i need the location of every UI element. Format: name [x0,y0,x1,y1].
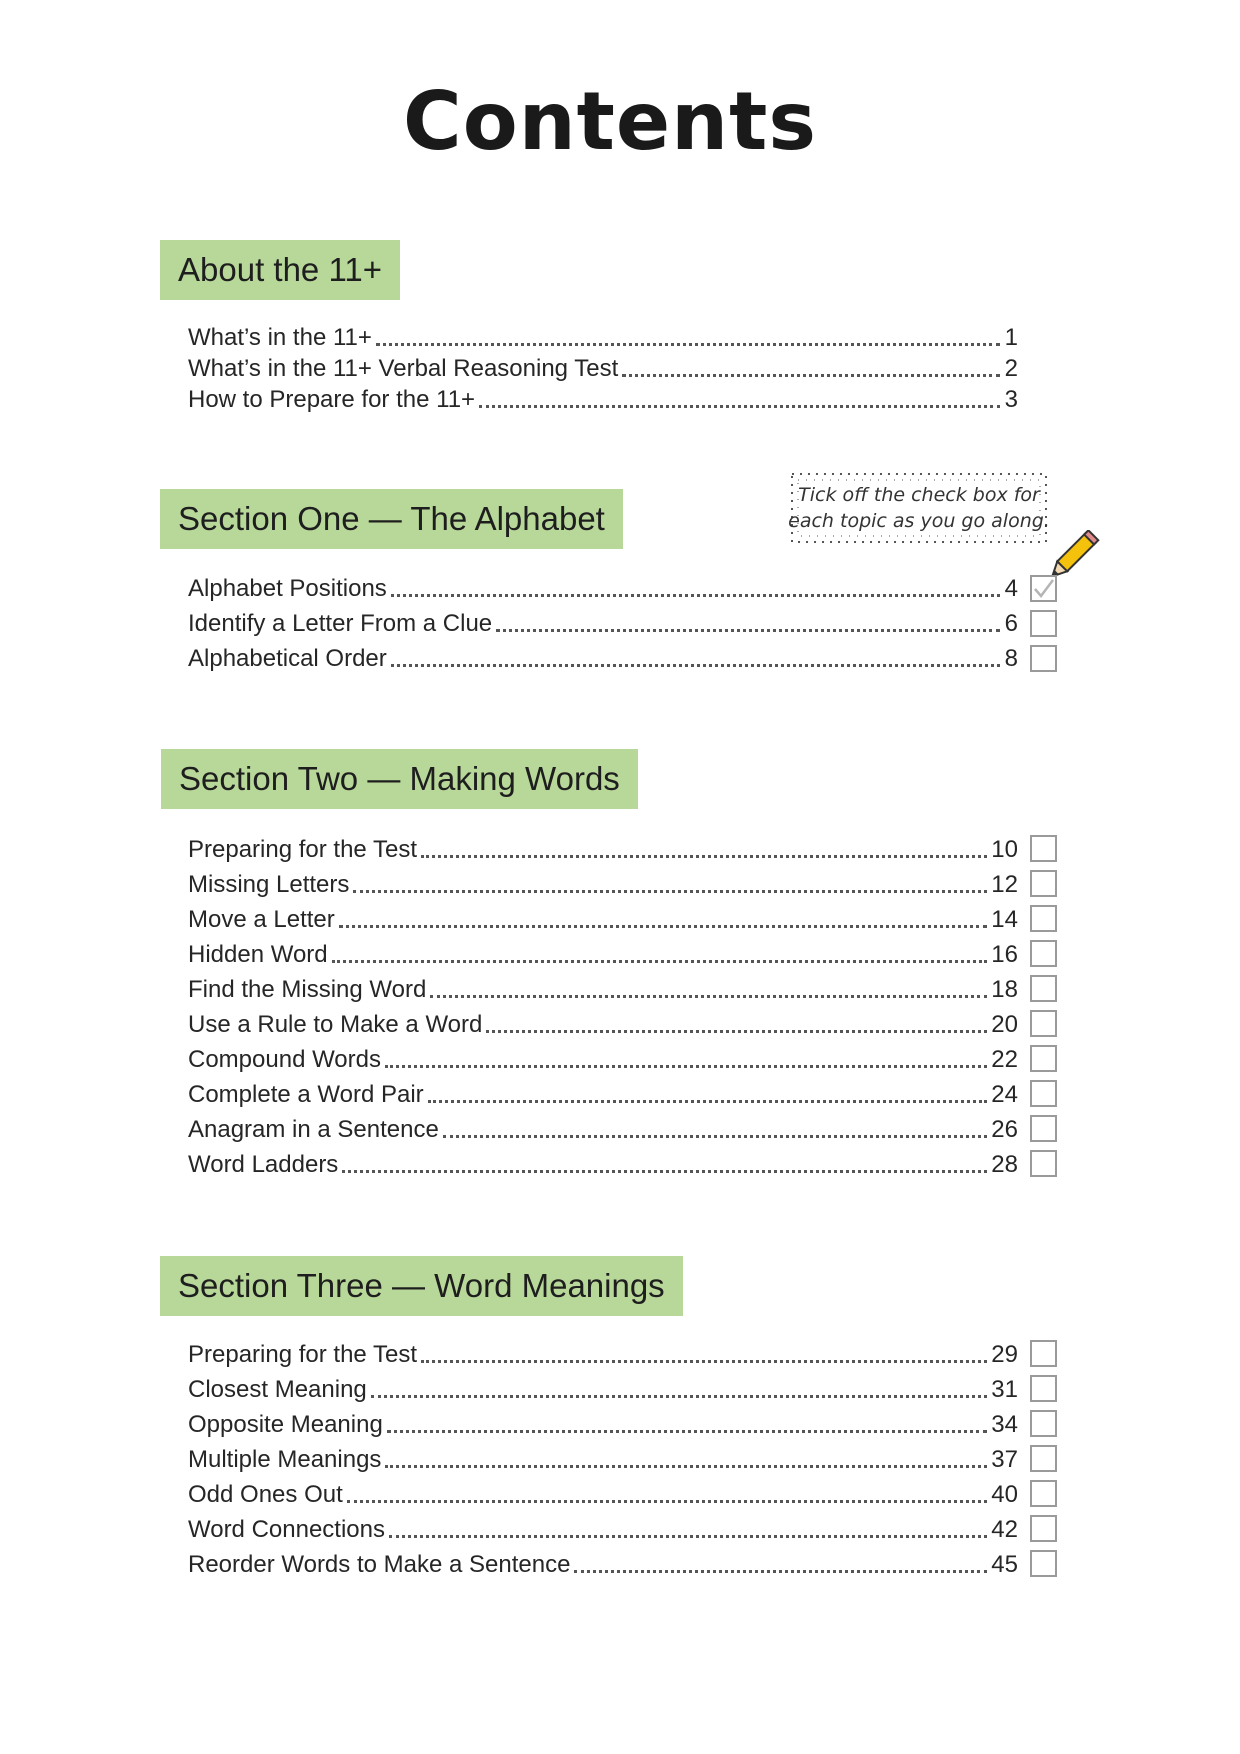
note-line-1: Tick off the check box for [798,484,1040,506]
checkbox[interactable] [1030,1550,1057,1577]
entry-title: Preparing for the Test [188,836,418,863]
entry-title: Opposite Meaning [188,1411,383,1438]
entry-page: 8 [1004,645,1018,672]
list-item[interactable] [188,349,1018,383]
checkbox[interactable] [1030,1045,1057,1072]
checkbox[interactable] [1030,1515,1057,1542]
leader-dots [421,1360,987,1363]
entry-title: Anagram in a Sentence [188,1116,439,1143]
leader-dots [428,1100,988,1103]
leader-dots [496,629,1000,632]
list-item[interactable] [188,604,1018,638]
list-item[interactable] [188,970,1018,1004]
list-item[interactable] [188,865,1018,899]
entry-title: Move a Letter [188,906,335,933]
checkbox[interactable] [1030,975,1057,1002]
list-item[interactable] [188,1440,1018,1474]
list-item[interactable] [188,1545,1018,1579]
leader-dots [376,343,1000,346]
leader-dots [387,1430,988,1433]
checkbox[interactable] [1030,1080,1057,1107]
checkbox[interactable] [1030,1445,1057,1472]
check-icon [1032,577,1055,600]
entry-page: 16 [991,941,1018,968]
entry-page: 3 [1004,386,1018,413]
leader-dots [622,374,1000,377]
entry-title: Word Ladders [188,1151,339,1178]
checkbox[interactable] [1030,1410,1057,1437]
entry-page: 10 [991,836,1018,863]
list-item[interactable] [188,900,1018,934]
entry-page: 37 [991,1446,1018,1473]
entry-page: 6 [1004,610,1018,637]
leader-dots [486,1030,987,1033]
list-item[interactable] [188,318,1018,352]
entry-page: 28 [991,1151,1018,1178]
list-item[interactable] [188,1040,1018,1074]
list-item[interactable] [188,830,1018,864]
list-item[interactable] [188,1335,1018,1369]
leader-dots [353,890,987,893]
entry-title: What’s in the 11+ [188,324,372,351]
entry-page: 14 [991,906,1018,933]
list-item[interactable] [188,1005,1018,1039]
entry-title: Preparing for the Test [188,1341,418,1368]
entry-title: Compound Words [188,1046,381,1073]
section-heading-alphabet: Section One — The Alphabet [160,489,623,549]
list-item[interactable] [188,1510,1018,1544]
leader-dots [385,1465,987,1468]
entry-page: 20 [991,1011,1018,1038]
entry-page: 31 [991,1376,1018,1403]
entry-title: Use a Rule to Make a Word [188,1011,483,1038]
checkbox[interactable] [1030,870,1057,897]
entry-title: Alphabet Positions [188,575,387,602]
leader-dots [389,1535,987,1538]
list-item[interactable] [188,1145,1018,1179]
leader-dots [391,664,1000,667]
section-heading-word-meanings: Section Three — Word Meanings [160,1256,683,1316]
leader-dots [385,1065,987,1068]
checkbox[interactable] [1030,1340,1057,1367]
entry-page: 2 [1004,355,1018,382]
leader-dots [332,960,988,963]
entry-page: 40 [991,1481,1018,1508]
checkbox[interactable] [1030,1115,1057,1142]
entry-page: 42 [991,1516,1018,1543]
section-heading-about: About the 11+ [160,240,400,300]
entry-title: Find the Missing Word [188,976,427,1003]
entry-title: Complete a Word Pair [188,1081,424,1108]
entry-title: Closest Meaning [188,1376,367,1403]
entry-page: 24 [991,1081,1018,1108]
entry-page: 4 [1004,575,1018,602]
checkbox[interactable] [1030,905,1057,932]
leader-dots [443,1135,987,1138]
entry-page: 45 [991,1551,1018,1578]
entry-title: What’s in the 11+ Verbal Reasoning Test [188,355,619,382]
section-heading-making-words: Section Two — Making Words [161,749,638,809]
list-item[interactable] [188,935,1018,969]
leader-dots [430,995,987,998]
entry-title: How to Prepare for the 11+ [188,386,476,413]
checkbox[interactable] [1030,940,1057,967]
entry-page: 34 [991,1411,1018,1438]
entry-page: 18 [991,976,1018,1003]
entry-title: Alphabetical Order [188,645,387,672]
list-item[interactable] [188,639,1018,673]
entry-title: Reorder Words to Make a Sentence [188,1551,571,1578]
checkbox[interactable] [1030,610,1057,637]
leader-dots [479,405,1000,408]
entry-title: Hidden Word [188,941,328,968]
list-item[interactable] [188,1475,1018,1509]
leader-dots [371,1395,988,1398]
entry-title: Word Connections [188,1516,385,1543]
list-item[interactable] [188,1370,1018,1404]
list-item[interactable] [188,1075,1018,1109]
entry-title: Multiple Meanings [188,1446,382,1473]
list-item[interactable] [188,1110,1018,1144]
checkbox[interactable] [1030,835,1057,862]
leader-dots [391,594,1000,597]
checkbox[interactable] [1030,575,1057,602]
leader-dots [339,925,988,928]
checkbox[interactable] [1030,1150,1057,1177]
list-item[interactable] [188,569,1018,603]
leader-dots [421,855,987,858]
check-box-note [788,470,1050,546]
leader-dots [574,1570,987,1573]
entry-title: Identify a Letter From a Clue [188,610,493,637]
checkbox[interactable] [1030,1375,1057,1402]
entry-title: Odd Ones Out [188,1481,343,1508]
checkbox[interactable] [1030,1010,1057,1037]
entry-page: 1 [1004,324,1018,351]
entry-page: 22 [991,1046,1018,1073]
entry-title: Missing Letters [188,871,350,898]
entry-page: 29 [991,1341,1018,1368]
entry-page: 26 [991,1116,1018,1143]
list-item[interactable] [188,1405,1018,1439]
checkbox[interactable] [1030,1480,1057,1507]
list-item[interactable] [188,380,1018,414]
page-title: Contents [403,75,817,168]
note-line-2: each topic as you go along. [788,510,1050,532]
entry-page: 12 [991,871,1018,898]
checkbox[interactable] [1030,645,1057,672]
leader-dots [342,1170,987,1173]
leader-dots [347,1500,988,1503]
